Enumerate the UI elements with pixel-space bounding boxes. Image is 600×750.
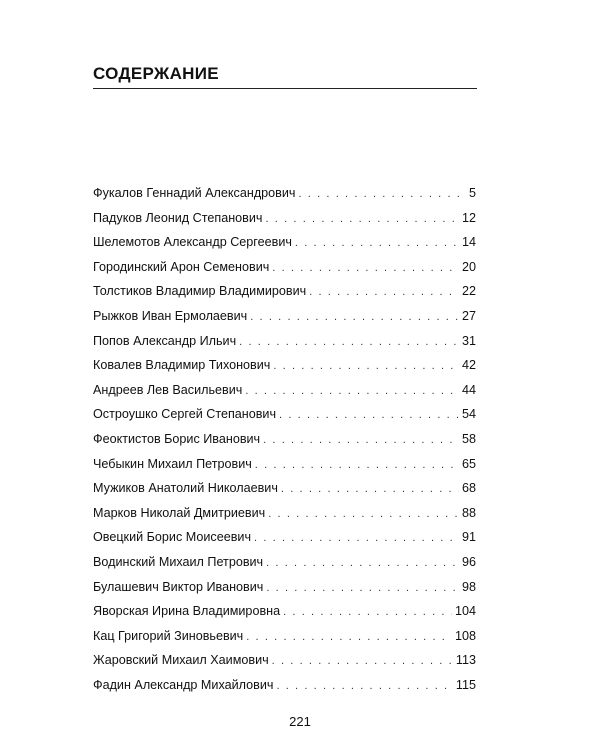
toc-entry-name: Феоктистов Борис Иванович bbox=[93, 431, 261, 446]
toc-leader-dots bbox=[265, 213, 459, 225]
toc-entry-page: 42 bbox=[461, 358, 476, 373]
toc-entry-page: 12 bbox=[461, 210, 476, 225]
toc-entry bbox=[93, 530, 476, 555]
toc-leader-dots bbox=[250, 311, 459, 323]
toc-leader-dots bbox=[279, 409, 459, 421]
toc-entry bbox=[93, 358, 476, 383]
toc-leader-dots bbox=[255, 459, 459, 471]
toc-entry bbox=[93, 629, 476, 654]
toc-entry-page: 54 bbox=[461, 407, 476, 422]
toc-entry-name: Остроушко Сергей Степанович bbox=[93, 407, 277, 422]
toc-entry bbox=[93, 481, 476, 506]
toc-entry-name: Водинский Михаил Петрович bbox=[93, 554, 264, 569]
toc-entry-page: 65 bbox=[461, 456, 476, 471]
toc-leader-dots bbox=[309, 286, 459, 298]
toc-leader-dots bbox=[245, 385, 459, 397]
toc-entry bbox=[93, 653, 476, 678]
toc-entry-page: 113 bbox=[455, 653, 476, 668]
toc-entry bbox=[93, 383, 476, 408]
toc-entry-name: Марков Николай Дмитриевич bbox=[93, 505, 266, 520]
toc-entry bbox=[93, 678, 476, 703]
toc-entry-name: Овецкий Борис Моисеевич bbox=[93, 530, 252, 545]
toc-entry bbox=[93, 309, 476, 334]
toc-entry-page: 44 bbox=[461, 382, 476, 397]
toc-entry-name: Чебыкин Михаил Петрович bbox=[93, 456, 252, 471]
toc-entry bbox=[93, 555, 476, 580]
toc-entry bbox=[93, 457, 476, 482]
contents-heading: СОДЕРЖАНИЕ bbox=[93, 64, 219, 83]
toc-entry-name: Андреев Лев Васильевич bbox=[93, 382, 243, 397]
toc-entry-name: Фукалов Геннадий Александрович bbox=[93, 186, 296, 200]
toc-entry-name: Падуков Леонид Степанович bbox=[93, 210, 263, 225]
heading-rule bbox=[93, 88, 477, 89]
toc-entry-page: 14 bbox=[461, 235, 476, 250]
page-number: 221 bbox=[289, 714, 311, 729]
toc-entry-page: 104 bbox=[454, 604, 476, 619]
toc-entry-page: 108 bbox=[454, 628, 476, 643]
toc-entry-name: Кац Григорий Зиновьевич bbox=[93, 628, 244, 643]
toc-entry bbox=[93, 186, 476, 211]
toc-entry-name: Жаровский Михаил Хаимович bbox=[93, 653, 269, 668]
toc-entry bbox=[93, 284, 476, 309]
toc-entry-page: 68 bbox=[461, 481, 476, 496]
toc-entry bbox=[93, 260, 476, 285]
toc-leader-dots bbox=[273, 360, 459, 372]
toc-entry-page: 27 bbox=[461, 308, 476, 323]
toc-entry-page: 20 bbox=[461, 259, 476, 274]
toc-entry-name: Городинский Арон Семенович bbox=[93, 259, 270, 274]
toc-entry bbox=[93, 604, 476, 629]
toc-leader-dots bbox=[254, 532, 459, 544]
toc-entry bbox=[93, 334, 476, 359]
toc-entry bbox=[93, 432, 476, 457]
toc-leader-dots bbox=[281, 483, 459, 495]
toc-entry bbox=[93, 580, 476, 605]
toc-entry-page: 31 bbox=[461, 333, 476, 348]
toc-entry-page: 91 bbox=[461, 530, 476, 545]
toc-leader-dots bbox=[276, 680, 452, 692]
toc-entry-page: 88 bbox=[461, 505, 476, 520]
toc-entry-name: Толстиков Владимир Владимирович bbox=[93, 284, 307, 299]
toc-entry-page: 58 bbox=[461, 431, 476, 446]
toc-entry-name: Мужиков Анатолий Николаевич bbox=[93, 481, 278, 496]
toc-entry-name: Шелемотов Александр Сергеевич bbox=[93, 235, 292, 250]
toc-leader-dots bbox=[263, 434, 459, 446]
toc-leader-dots bbox=[266, 557, 459, 569]
toc-entry-page: 22 bbox=[461, 284, 476, 299]
toc-leader-dots bbox=[298, 188, 466, 200]
toc-leader-dots bbox=[283, 606, 452, 618]
toc-entry-page: 98 bbox=[461, 579, 476, 594]
toc-entry bbox=[93, 407, 476, 432]
toc-entry-name: Фадин Александр Михайлович bbox=[93, 677, 274, 692]
toc-leader-dots bbox=[266, 582, 459, 594]
toc-entry-page: 5 bbox=[468, 186, 476, 200]
toc-leader-dots bbox=[246, 631, 452, 643]
table-of-contents bbox=[93, 186, 476, 702]
toc-entry bbox=[93, 235, 476, 260]
toc-entry-page: 115 bbox=[455, 677, 476, 692]
toc-leader-dots bbox=[268, 508, 459, 520]
toc-leader-dots bbox=[272, 655, 453, 667]
toc-entry-name: Попов Александр Ильич bbox=[93, 333, 237, 348]
toc-entry-name: Ковалев Владимир Тихонович bbox=[93, 358, 271, 373]
toc-entry-name: Булашевич Виктор Иванович bbox=[93, 579, 264, 594]
toc-entry-name: Рыжков Иван Ермолаевич bbox=[93, 308, 248, 323]
toc-leader-dots bbox=[239, 336, 459, 348]
toc-entry bbox=[93, 211, 476, 236]
toc-entry bbox=[93, 506, 476, 531]
toc-entry-name: Яворская Ирина Владимировна bbox=[93, 604, 281, 619]
toc-entry-page: 96 bbox=[461, 554, 476, 569]
toc-leader-dots bbox=[295, 237, 459, 249]
toc-leader-dots bbox=[272, 262, 459, 274]
